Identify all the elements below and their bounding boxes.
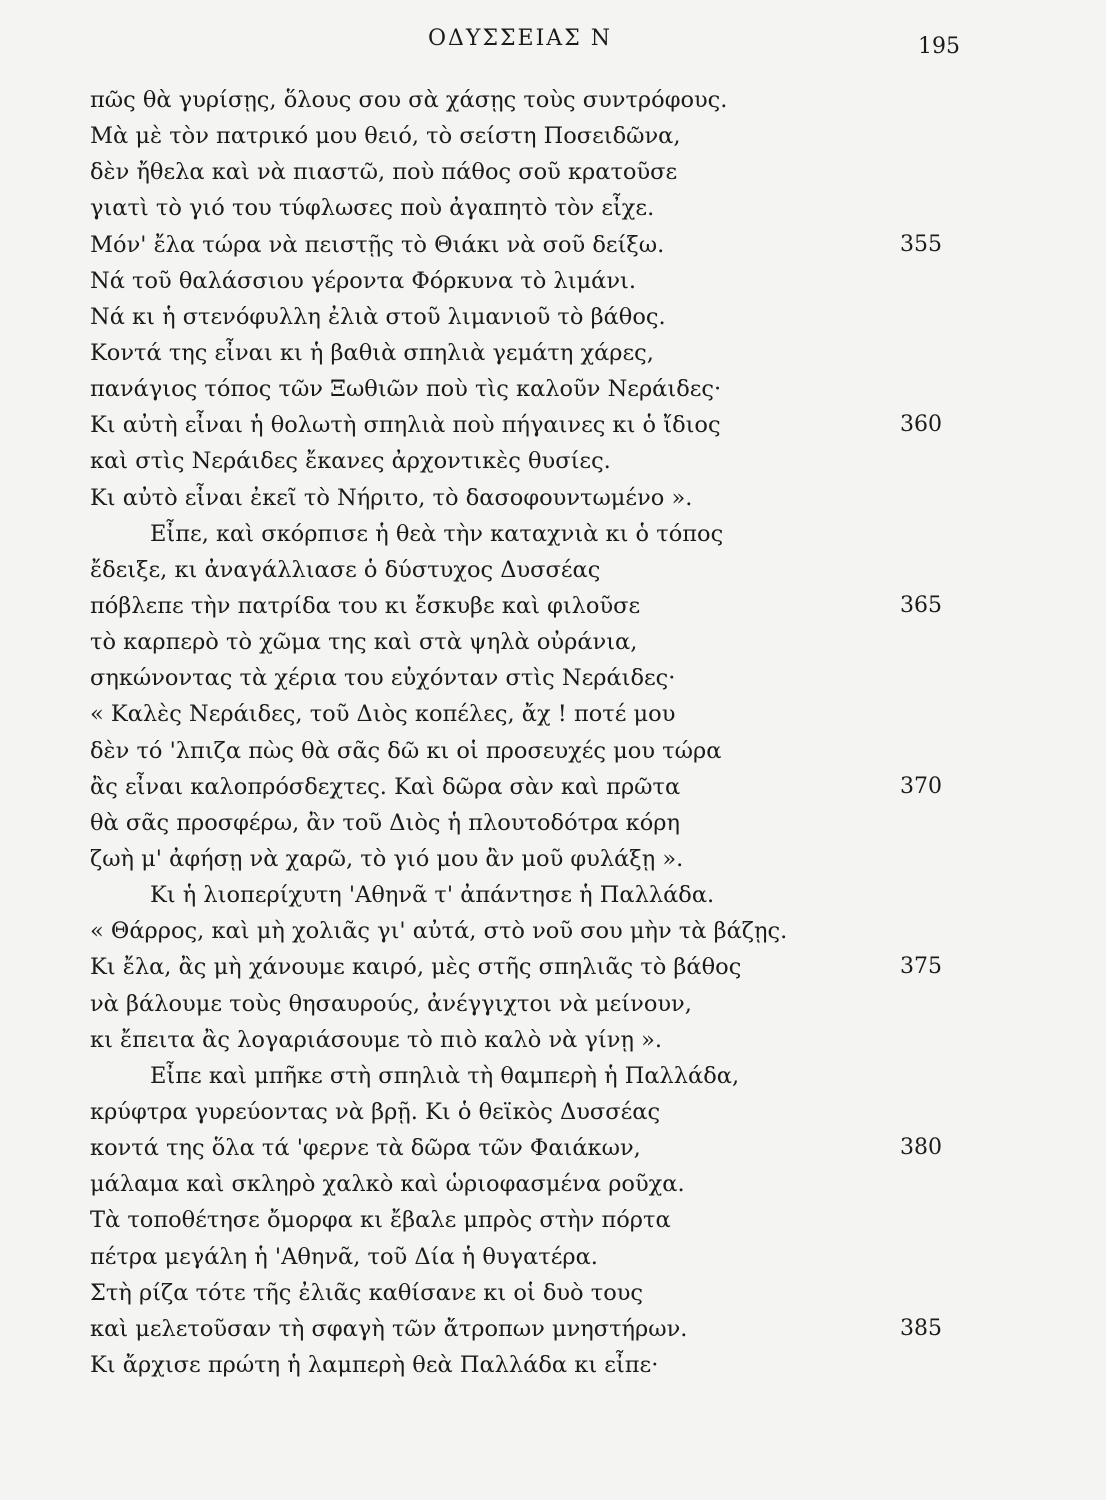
verse-line (90, 371, 990, 407)
verse-text: κοντά της ὅλα τά 'φερνε τὰ δῶρα τῶν Φαιάκων, (90, 1135, 641, 1162)
line-number: 365 (900, 592, 942, 618)
verse-line (90, 407, 990, 443)
verse-text: γιατὶ τὸ γιό του τύφλωσες ποὺ ἀγαπητὸ τὸν εἶχε. (90, 195, 655, 222)
verse-text: πόβλεπε τὴν πατρίδα του κι ἔσκυβε καὶ φιλοῦσε (90, 592, 641, 619)
line-number: 380 (900, 1135, 942, 1161)
verse-line (90, 443, 990, 479)
verse-line (90, 877, 990, 913)
verse-text: Νά τοῦ θαλάσσιου γέροντα Φόρκυνα τὸ λιμάνι. (90, 267, 636, 294)
line-number: 360 (900, 412, 942, 438)
verse-line (90, 82, 990, 118)
verse-line (90, 1311, 990, 1347)
verse-text: θὰ σᾶς προσφέρω, ἂν τοῦ Διὸς ἡ πλουτοδότρα κόρη (90, 809, 680, 836)
running-title: ΟΔΥΣΣΕΙΑΣ Ν (428, 26, 612, 51)
verse-line (90, 660, 990, 696)
verse-text: ἂς εἶναι καλοπρόσδεχτες. Καὶ δῶρα σὰν καὶ πρῶτα (90, 773, 681, 800)
verse-line (90, 118, 990, 154)
verse-text: Στὴ ρίζα τότε τῆς ἐλιᾶς καθίσανε κι οἱ δυὸ τους (90, 1279, 644, 1306)
verse-text: σηκώνοντας τὰ χέρια του εὐχόνταν στὶς Νεράιδες· (90, 665, 676, 692)
verse-line (90, 733, 990, 769)
verse-line (90, 986, 990, 1022)
verse-line (90, 696, 990, 732)
verse-line (90, 913, 990, 949)
verse-line (90, 1239, 990, 1275)
verse-text: καὶ μελετοῦσαν τὴ σφαγὴ τῶν ἄτροπων μνηστήρων. (90, 1315, 688, 1342)
verse-line (90, 1058, 990, 1094)
verse-line (90, 227, 990, 263)
verse-text: Κι ἄρχισε πρώτη ἡ λαμπερὴ θεὰ Παλλάδα κι εἶπε· (90, 1351, 659, 1378)
verse-text: Μόν' ἔλα τώρα νὰ πειστῇς τὸ Θιάκι νὰ σοῦ δείξω. (90, 231, 665, 258)
verse-line (90, 263, 990, 299)
verse-text: Νά κι ἡ στενόφυλλη ἐλιὰ στοῦ λιμανιοῦ τὸ βάθος. (90, 303, 666, 330)
verse-line (90, 1094, 990, 1130)
verse-line (90, 299, 990, 335)
line-number: 375 (900, 954, 942, 980)
verse-text: Κι ἡ λιοπερίχυτη 'Αθηνᾶ τ' ἀπάντησε ἡ Παλλάδα. (150, 882, 715, 909)
verse-line (90, 769, 990, 805)
verse-line (90, 552, 990, 588)
verse-line (90, 516, 990, 552)
verse-text: ἔδειξε, κι ἀναγάλλιασε ὁ δύστυχος Δυσσέας (90, 556, 601, 583)
verse-text: δὲν ἤθελα καὶ νὰ πιαστῶ, ποὺ πάθος σοῦ κρατοῦσε (90, 159, 678, 186)
verse-line (90, 1130, 990, 1166)
verse-line (90, 154, 990, 190)
verse-text: πανάγιος τόπος τῶν Ξωθιῶν ποὺ τὶς καλοῦν Νεράιδες· (90, 376, 722, 403)
verse-line (90, 841, 990, 877)
verse-text: Μὰ μὲ τὸν πατρικό μου θειό, τὸ σείστη Ποσειδῶνα, (90, 123, 681, 150)
verse-line (90, 805, 990, 841)
verse-text: δὲν τό 'λπιζα πὼς θὰ σᾶς δῶ κι οἱ προσευχές μου τώρα (90, 737, 722, 764)
verse-line (90, 1347, 990, 1383)
verse-line (90, 949, 990, 985)
verse-text: πέτρα μεγάλη ἡ 'Αθηνᾶ, τοῦ Δία ἡ θυγατέρα. (90, 1243, 598, 1270)
verse-line (90, 190, 990, 226)
verse-text: τὸ καρπερὸ τὸ χῶμα της καὶ στὰ ψηλὰ οὐράνια, (90, 629, 638, 656)
verse-line (90, 1202, 990, 1238)
verse-text: ζωὴ μ' ἀφήσῃ νὰ χαρῶ, τὸ γιό μου ἂν μοῦ φυλάξῃ ». (90, 845, 684, 872)
line-number: 385 (900, 1315, 942, 1341)
verse-text: μάλαμα καὶ σκληρὸ χαλκὸ καὶ ὡριοφασμένα ροῦχα. (90, 1171, 685, 1198)
verse-line (90, 1166, 990, 1202)
verse-line (90, 588, 990, 624)
verse-text: νὰ βάλουμε τοὺς θησαυρούς, ἀνέγγιχτοι νὰ μείνουν, (90, 990, 692, 1017)
verse-text: Κι αὐτὴ εἶναι ἡ θολωτὴ σπηλιὰ ποὺ πήγαινες κι ὁ ἴδιος (90, 412, 721, 439)
line-number: 355 (900, 231, 942, 257)
verse-text: Εἶπε καὶ μπῆκε στὴ σπηλιὰ τὴ θαμπερὴ ἡ Παλλάδα, (150, 1062, 740, 1089)
verse-line (90, 1275, 990, 1311)
line-number: 370 (900, 773, 942, 799)
verse-line (90, 480, 990, 516)
verse-text: Κι αὐτὸ εἶναι ἐκεῖ τὸ Νήριτο, τὸ δασοφουντωμένο ». (90, 484, 693, 511)
verse-text: Κοντά της εἶναι κι ἡ βαθιὰ σπηλιὰ γεμάτη χάρες, (90, 339, 654, 366)
verse-text: καὶ στὶς Νεράιδες ἔκανες ἀρχοντικὲς θυσίες. (90, 448, 611, 475)
verse-text: « Θάρρος, καὶ μὴ χολιᾶς γι' αὐτά, στὸ νοῦ σου μὴν τὰ βάζῃς. (90, 918, 788, 945)
verse-line (90, 335, 990, 371)
page-number: 195 (918, 34, 960, 59)
poem-text (90, 82, 990, 1383)
verse-line (90, 624, 990, 660)
verse-text: « Καλὲς Νεράιδες, τοῦ Διὸς κοπέλες, ἄχ ! ποτέ μου (90, 701, 676, 728)
verse-line (90, 1022, 990, 1058)
verse-text: κι ἔπειτα ἂς λογαριάσουμε τὸ πιὸ καλὸ νὰ γίνῃ ». (90, 1026, 663, 1053)
verse-text: Εἶπε, καὶ σκόρπισε ἡ θεὰ τὴν καταχνιὰ κι ὁ τόπος (150, 520, 724, 547)
verse-text: κρύφτρα γυρεύοντας νὰ βρῇ. Κι ὁ θεϊκὸς Δυσσέας (90, 1098, 661, 1125)
verse-text: πῶς θὰ γυρίσῃς, ὅλους σου σὰ χάσῃς τοὺς συντρόφους. (90, 87, 728, 113)
verse-text: Τὰ τοποθέτησε ὄμορφα κι ἔβαλε μπρὸς στὴν πόρτα (90, 1207, 671, 1234)
verse-text: Κι ἔλα, ἂς μὴ χάνουμε καιρό, μὲς στῆς σπηλιᾶς τὸ βάθος (90, 954, 742, 981)
